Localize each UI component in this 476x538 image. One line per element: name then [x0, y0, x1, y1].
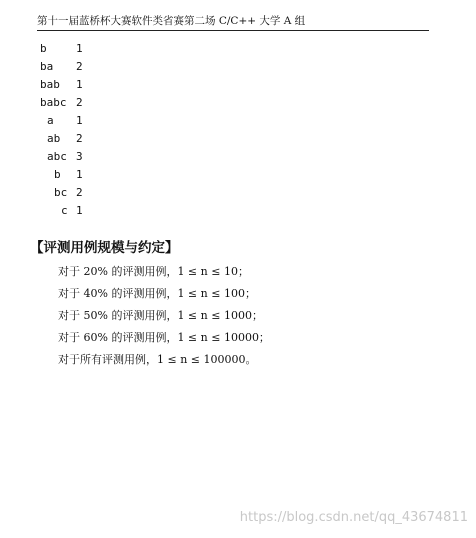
constraint-item: 对于所有评测用例，1 ≤ n ≤ 100000。 [58, 353, 257, 366]
constraints-list [58, 261, 270, 371]
sample-output [40, 40, 83, 220]
sample-word: abc [47, 150, 67, 163]
sample-row [40, 202, 83, 220]
sample-row [40, 40, 83, 58]
page-header: 第十一届蓝桥杯大赛软件类省赛第二场 C/C++ 大学 A 组 [37, 15, 306, 27]
header-divider [37, 30, 429, 31]
sample-count: 2 [76, 96, 83, 109]
sample-word: bc [54, 186, 68, 199]
sample-count: 3 [76, 150, 83, 163]
constraint-item: 对于 40% 的评测用例，1 ≤ n ≤ 100； [58, 287, 256, 300]
sample-row [40, 148, 83, 166]
sample-count: 1 [76, 168, 83, 181]
sample-row [40, 76, 83, 94]
sample-count: 1 [76, 204, 83, 217]
sample-word: bab [40, 78, 60, 91]
sample-count: 1 [76, 42, 83, 55]
sample-word: ab [47, 132, 61, 145]
sample-row [40, 130, 83, 148]
sample-row [40, 112, 83, 130]
sample-row [40, 184, 83, 202]
constraint-item: 对于 60% 的评测用例，1 ≤ n ≤ 10000； [58, 331, 270, 344]
sample-count: 2 [76, 186, 83, 199]
sample-word: a [47, 114, 54, 127]
sample-word: babc [40, 96, 67, 109]
sample-row [40, 94, 83, 112]
constraint-item: 对于 50% 的评测用例，1 ≤ n ≤ 1000； [58, 309, 263, 322]
sample-word: ba [40, 60, 54, 73]
constraint-item: 对于 20% 的评测用例，1 ≤ n ≤ 10； [58, 265, 249, 278]
sample-row [40, 166, 83, 184]
sample-word: b [54, 168, 61, 181]
sample-row [40, 58, 83, 76]
section-title: 【评测用例规模与约定】 [30, 240, 179, 256]
sample-count: 1 [76, 114, 83, 127]
sample-word: b [40, 42, 47, 55]
sample-word: c [61, 204, 68, 217]
sample-count: 2 [76, 132, 83, 145]
watermark: https://blog.csdn.net/qq_43674811 [239, 510, 468, 525]
sample-count: 2 [76, 60, 83, 73]
sample-count: 1 [76, 78, 83, 91]
